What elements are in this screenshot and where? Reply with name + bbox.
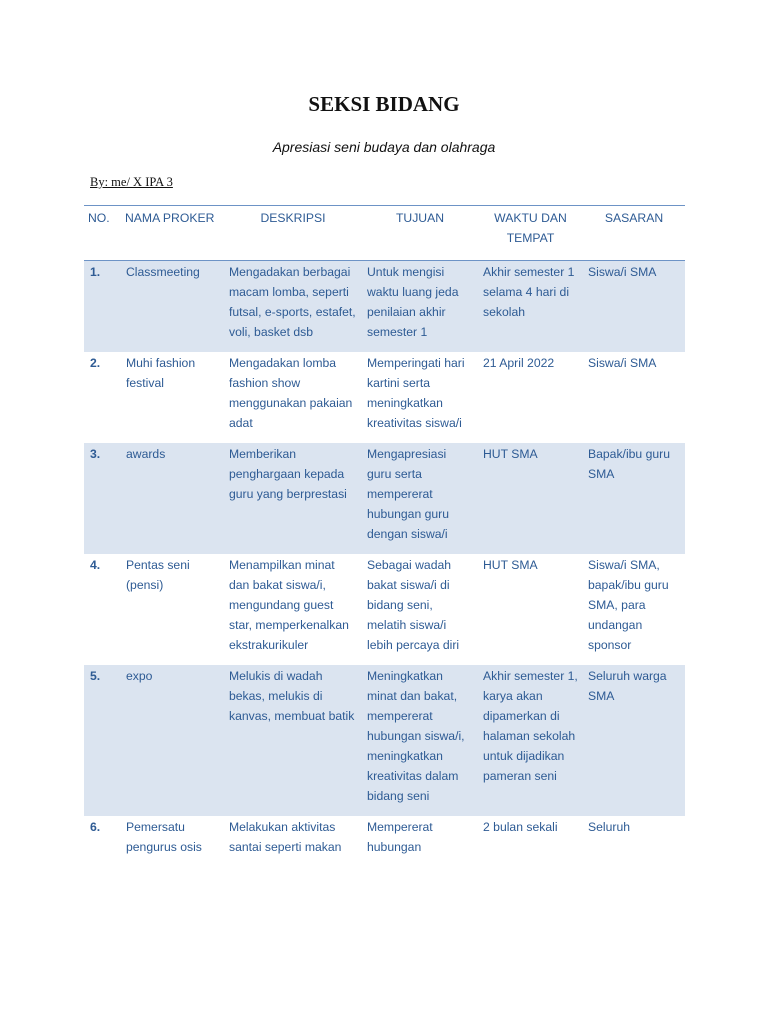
cell-no: 2. — [90, 356, 101, 370]
header-desc: DESKRIPSI — [260, 211, 326, 225]
cell-target: Siswa/i SMA — [588, 265, 657, 279]
cell-target: Siswa/i SMA, bapak/ibu guru SMA, para undangan sponsor — [588, 558, 669, 652]
proker-table — [84, 205, 685, 867]
cell-time: Akhir semester 1 selama 4 hari di sekolah — [483, 265, 575, 319]
cell-no: 4. — [90, 558, 101, 572]
cell-goal: Mengapresiasi guru serta mempererat hubungan guru dengan siswa/i — [367, 447, 450, 541]
proker-table-container — [84, 205, 685, 867]
cell-goal: Untuk mengisi waktu luang jeda penilaian akhir semester 1 — [367, 265, 459, 339]
byline: By: me/ X IPA 3 — [90, 175, 173, 189]
cell-time: 21 April 2022 — [483, 356, 555, 370]
cell-name: awards — [126, 447, 166, 461]
cell-goal: Sebagai wadah bakat siswa/i di bidang seni, melatih siswa/i lebih percaya diri — [367, 558, 460, 652]
cell-no: 5. — [90, 669, 101, 683]
page-title: SEKSI BIDANG — [308, 92, 460, 116]
cell-name: Pemersatu pengurus osis — [126, 820, 202, 854]
header-goal: TUJUAN — [395, 211, 445, 225]
cell-goal: Memperingati hari kartini serta meningkatkan kreativitas siswa/i — [367, 356, 465, 430]
table-row — [84, 443, 685, 554]
cell-desc: Mengadakan lomba fashion show menggunakan pakaian adat — [229, 356, 353, 430]
cell-time: HUT SMA — [483, 447, 538, 461]
header-name: NAMA PROKER — [125, 211, 215, 225]
table-row — [84, 554, 685, 665]
table-row — [84, 352, 685, 443]
table-row — [84, 816, 685, 867]
cell-time: Akhir semester 1, karya akan dipamerkan di halaman sekolah untuk dijadikan pameran seni — [483, 669, 578, 783]
page-subtitle: Apresiasi seni budaya dan olahraga — [272, 139, 496, 155]
cell-desc: Menampilkan minat dan bakat siswa/i, mengundang guest star, memperkenalkan ekstrakurikuler — [229, 558, 349, 652]
header-no: NO. — [88, 211, 110, 225]
header-target: SASARAN — [604, 211, 664, 225]
table-row — [84, 665, 685, 816]
header-time: WAKTU DAN TEMPAT — [494, 211, 567, 245]
table-header-row — [84, 206, 685, 261]
cell-desc: Melakukan aktivitas santai seperti makan — [229, 820, 342, 854]
cell-time: HUT SMA — [483, 558, 538, 572]
cell-target: Seluruh — [588, 820, 631, 834]
cell-target: Seluruh warga SMA — [588, 669, 667, 703]
cell-no: 3. — [90, 447, 101, 461]
table-row — [84, 261, 685, 353]
cell-goal: Mempererat hubungan — [367, 820, 433, 854]
cell-name: Muhi fashion festival — [126, 356, 196, 390]
cell-name: Pentas seni (pensi) — [126, 558, 190, 592]
cell-no: 6. — [90, 820, 101, 834]
cell-desc: Mengadakan berbagai macam lomba, seperti futsal, e-sports, estafet, voli, basket dsb — [229, 265, 356, 339]
cell-name: expo — [126, 669, 153, 683]
cell-time: 2 bulan sekali — [483, 820, 558, 834]
cell-desc: Memberikan penghargaan kepada guru yang berprestasi — [229, 447, 347, 501]
cell-no: 1. — [90, 265, 101, 279]
cell-name: Classmeeting — [126, 265, 200, 279]
cell-target: Bapak/ibu guru SMA — [588, 447, 670, 481]
cell-goal: Meningkatkan minat dan bakat, mempererat hubungan siswa/i, meningkatkan kreativitas dalam bidang seni — [367, 669, 465, 803]
cell-target: Siswa/i SMA — [588, 356, 657, 370]
cell-desc: Melukis di wadah bekas, melukis di kanvas, membuat batik — [229, 669, 355, 723]
